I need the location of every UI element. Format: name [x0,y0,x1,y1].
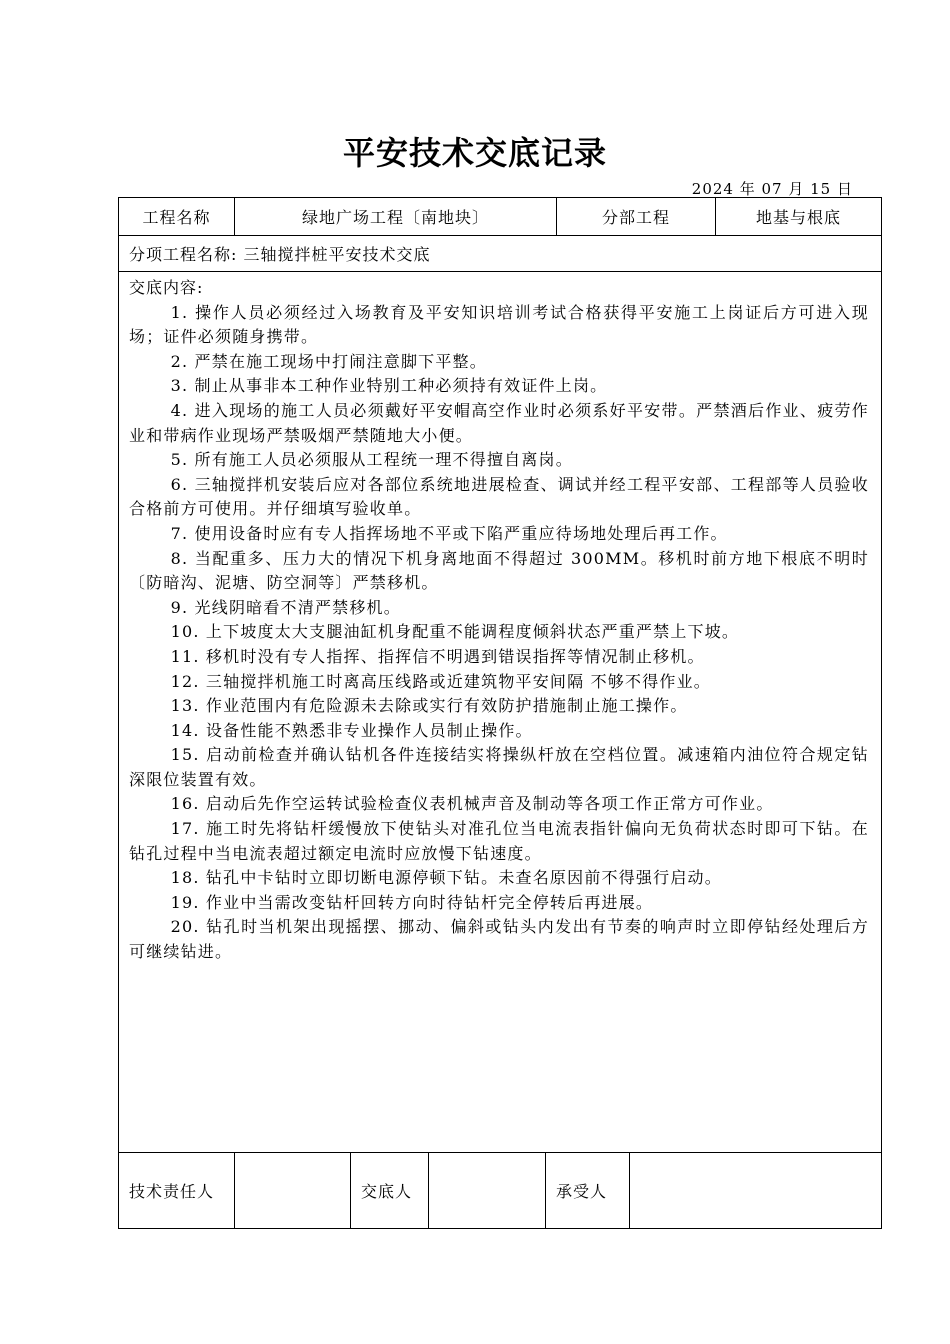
disclosure-form [118,197,882,1229]
content-item: 1. 操作人员必须经过入场教育及平安知识培训考试合格获得平安施工上岗证后方可进入现场；证件必须随身携带。 [129,302,869,347]
tech-lead-signature[interactable] [235,1153,351,1228]
content-item: 14. 设备性能不熟悉非专业操作人员制止操作。 [170,720,533,740]
tech-lead-label: 技术责任人 [119,1153,235,1228]
content-item: 4. 进入现场的施工人员必须戴好平安帽高空作业时必须系好平安带。严禁酒后作业、疲劳作业和带病作业现场严禁吸烟严禁随地大小便。 [129,400,869,445]
item-name: 分项工程名称: 三轴搅拌桩平安技术交底 [129,245,431,264]
document-date: 2024 年 07 月 15 日 [691,180,853,198]
receiver-label: 承受人 [546,1153,630,1228]
project-name-value: 绿地广场工程〔南地块〕 [235,198,557,235]
content-item: 13. 作业范围内有危险源未去除或实行有效防护措施制止施工操作。 [170,696,688,716]
content-heading: 交底内容: [129,278,204,297]
content-item: 20. 钻孔时当机架出现摇摆、挪动、偏斜或钻头内发出有节奏的响声时立即停钻经处理后方可继续钻进。 [129,917,869,962]
content-item: 2. 严禁在施工现场中打闹注意脚下平整。 [170,351,487,371]
sub-project-label: 分部工程 [557,198,716,235]
content-item: 9. 光线阴暗看不清严禁移机。 [170,597,401,617]
project-name-label: 工程名称 [119,198,235,235]
content-item: 8. 当配重多、压力大的情况下机身离地面不得超过 300MM。移机时前方地下根底不明时〔防暗沟、泥塘、防空洞等〕严禁移机。 [129,548,869,593]
content-row [119,272,881,1153]
content-item: 11. 移机时没有专人指挥、指挥信不明遇到错误指挥等情况制止移机。 [170,646,705,666]
disclosure-content [119,272,881,1152]
content-item: 19. 作业中当需改变钻杆回转方向时待钻杆完全停转后再进展。 [170,892,654,912]
content-item: 17. 施工时先将钻杆缓慢放下使钻头对准孔位当电流表指针偏向无负荷状态时即可下钻。在钻孔过程中当电流表超过额定电流时应放慢下钻速度。 [129,819,869,863]
content-item: 18. 钻孔中卡钻时立即切断电源停顿下钻。未查名原因前不得强行启动。 [170,868,722,888]
content-item: 12. 三轴搅拌机施工时离高压线路或近建筑物平安间隔 不够不得作业。 [170,671,712,691]
content-item: 15. 启动前检查并确认钻机各件连接结实将操纵杆放在空档位置。减速箱内油位符合规定钻深限位装置有效。 [129,745,869,789]
content-item: 5. 所有施工人员必须服从工程统一理不得擅自离岗。 [170,450,573,470]
content-item: 16. 启动后先作空运转试验检查仪表机械声音及制动等各项工作正常方可作业。 [170,794,774,814]
content-item: 6. 三轴搅拌机安装后应对各部位系统地进展检查、调试并经工程平安部、工程部等人员验收合格前方可使用。并仔细填写验收单。 [129,474,869,519]
content-item: 7. 使用设备时应有专人指挥场地不平或下陷严重应待场地处理后再工作。 [170,523,728,543]
signature-row [119,1153,881,1228]
presenter-signature[interactable] [429,1153,546,1228]
receiver-signature[interactable] [630,1153,881,1228]
content-item: 10. 上下坡度太大支腿油缸机身配重不能调程度倾斜状态严重严禁上下坡。 [170,622,740,642]
sub-project-value: 地基与根底 [755,208,841,227]
content-item: 3. 制止从事非本工种作业特别工种必须持有效证件上岗。 [170,376,608,396]
item-row [119,236,881,272]
document-title: 平安技术交底记录 [342,134,607,172]
project-info-row [119,198,881,236]
presenter-label: 交底人 [351,1153,429,1228]
